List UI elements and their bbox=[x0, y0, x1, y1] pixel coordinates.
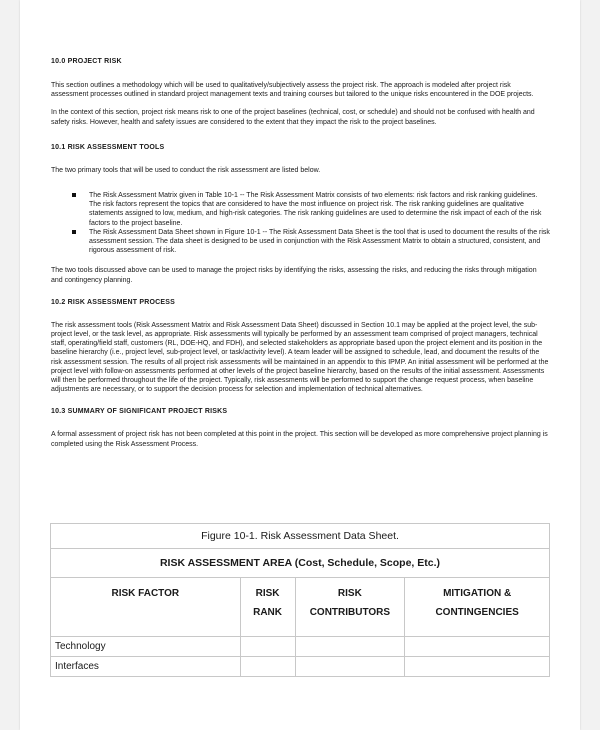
table-cell bbox=[405, 637, 550, 657]
column-header-risk-contributors bbox=[295, 578, 405, 637]
column-header-label: RISK FACTOR bbox=[111, 588, 180, 599]
column-header-label: RISK bbox=[337, 588, 362, 599]
table-cell bbox=[240, 637, 295, 657]
section-heading-10-0: 10.0 PROJECT RISK bbox=[51, 58, 122, 65]
list-item-text: The Risk Assessment Data Sheet shown in Figure 10-1 -- The Risk Assessment Data Sheet is the tool that is used to document the results of the risk assessment session. The data sheet is designed to be used in conjunction with the Risk Assessment Matrix to obtain a structured, consistent, and rigorous assessment of risk. bbox=[89, 228, 550, 255]
section-heading-10-3: 10.3 SUMMARY OF SIGNIFICANT PROJECT RISKS bbox=[51, 408, 228, 416]
paragraph: A formal assessment of project risk has not been completed at this point in the project. This section will be developed as more comprehensive project planning is completed using the Risk Assessment Process. bbox=[51, 431, 548, 448]
column-header-mitigation bbox=[405, 578, 550, 637]
table-cell bbox=[240, 657, 295, 677]
column-header-risk-factor bbox=[51, 578, 241, 637]
assessment-area-title: RISK ASSESSMENT AREA (Cost, Schedule, Scope, Etc.) bbox=[51, 549, 550, 578]
column-header-label: CONTRIBUTORS bbox=[309, 607, 391, 618]
document-page bbox=[20, 0, 580, 730]
paragraph: In the context of this section, project risk means risk to one of the project baselines (technical, cost, or schedule) and should not be confused with health and safety risks. However, health and safety issues are considered to the extent that they impact the risk to the project baselines. bbox=[51, 109, 535, 126]
table-cell bbox=[405, 657, 550, 677]
column-header-label: MITIGATION & bbox=[443, 588, 512, 599]
list-item bbox=[51, 191, 550, 228]
risk-factor-cell: Technology bbox=[51, 637, 241, 657]
figure-caption: Figure 10-1. Risk Assessment Data Sheet. bbox=[51, 524, 550, 549]
section-heading-10-2: 10.2 RISK ASSESSMENT PROCESS bbox=[51, 298, 175, 306]
paragraph: This section outlines a methodology which will be used to qualitatively/subjectively assess the project risk. The approach is modeled after project risk assessment processes outlined in standard project management texts and training courses but tailored to the unique risks encountered in the DOE projects. bbox=[51, 82, 534, 99]
column-header-risk-rank bbox=[240, 578, 295, 637]
list-item bbox=[51, 228, 550, 256]
column-header-label: RANK bbox=[253, 607, 282, 618]
paragraph: The two primary tools that will be used to conduct the risk assessment are listed below. bbox=[51, 166, 321, 174]
column-header-label: RISK bbox=[255, 588, 280, 599]
section-heading-10-1: 10.1 RISK ASSESSMENT TOOLS bbox=[51, 143, 165, 151]
paragraph: The risk assessment tools (Risk Assessment Matrix and Risk Assessment Data Sheet) discussed in Section 10.1 may be applied at the project level, the sub-project level, or the task level, as appropriate. Risk assessments will typically be performed by an assessment team comprised of project managers, technical staff, operating/field staff, customers (RL, DOE-HQ, and FDH), and selected stakeholders as appropriate based upon the project element and its position in the baseline hierarchy (i.e., project level, sub-project level, or task/activity level). A team leader will be assigned to schedule, lead, and document the results of the risk assessment session. The results of all project risk assessments will be maintained in an appendix to this IPMP. An initial assessment will be performed at the project level with follow-on assessments performed at other levels of the project baseline hierarchy, based on the results of the initial assessment. Assessments will then be performed throughout the life of the project. Typically, risk assessments will be performed to support the change request process, when baseline adjustments are necessary, or to support the decision process for selection and implementation of technical alternatives. bbox=[51, 321, 549, 394]
risk-assessment-data-sheet-table bbox=[50, 523, 550, 677]
document-body bbox=[51, 58, 550, 449]
table-cell bbox=[295, 637, 405, 657]
table-row bbox=[51, 637, 550, 657]
paragraph: The two tools discussed above can be used to manage the project risks by identifying the risks, assessing the risks, and reducing the risks through mitigation and contingency planning. bbox=[51, 267, 537, 284]
list-item-text: The Risk Assessment Matrix given in Table 10-1 -- The Risk Assessment Matrix consists of two elements: risk factors and risk ranking guidelines. The risk factors represent the topics that are considered to have the most influence on project risk. The risk ranking guidelines are qualitative statements assigned to low, medium, and high-risk categories. The risk ranking guidelines are used to determine the risk impact of each of the risk factors to the project baseline. bbox=[89, 192, 542, 227]
bullet-icon bbox=[72, 193, 76, 197]
table-cell bbox=[295, 657, 405, 677]
bullet-icon bbox=[72, 230, 76, 234]
risk-factor-cell: Interfaces bbox=[51, 657, 241, 677]
column-header-label: CONTINGENCIES bbox=[435, 607, 519, 618]
table-row bbox=[51, 657, 550, 677]
